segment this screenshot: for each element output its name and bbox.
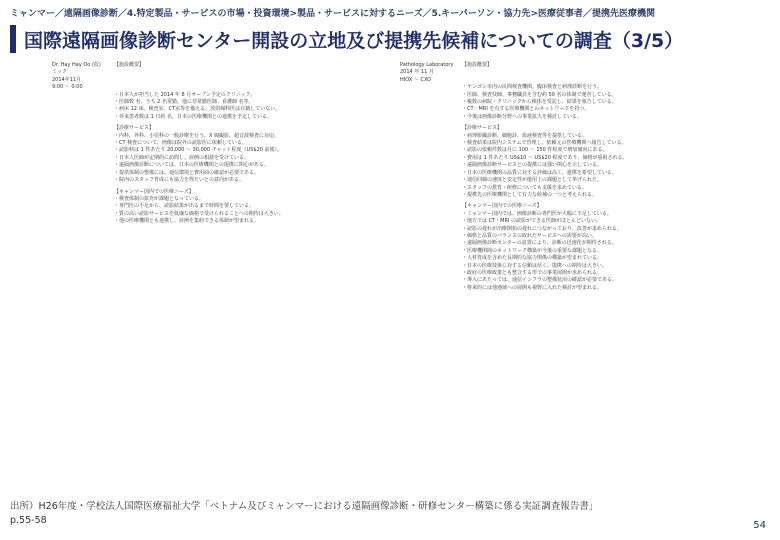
- service-line: ・病理組織診断、細胞診、血液検査等を提供している。: [462, 132, 588, 139]
- needs-line: ・導入にあたっては、通信インフラの整備状況の確認が必要である。: [462, 277, 618, 284]
- meta-date: 2014年11月: [52, 76, 82, 83]
- service-line: ・提供体制の整備には、通信環境と費用面の確認が必要である。: [114, 169, 260, 176]
- needs-line: ・価格と品質のバランスの取れたサービスへの需要が高い。: [462, 232, 597, 239]
- service-line: ・提携先の医療機関として有力な候補の一つと考えられる。: [462, 191, 598, 198]
- title-accent-bar: [10, 25, 16, 53]
- page-number: 54: [753, 520, 766, 531]
- basic-line: ・ヤンゴン市内の民間検査機関。臨床検査と病理診断を行う。: [462, 84, 602, 91]
- needs-line: ・専門医の不足から、読影結果が出るまで時間を要している。: [114, 203, 255, 210]
- meta-time: 9:00 ～ 0:00: [52, 84, 83, 91]
- left-column: [52, 62, 324, 226]
- needs-line: ・医療機関間のネットワーク構築が今後の重要な課題となる。: [462, 247, 603, 254]
- source-line-1: 出所）H26年度・学校法人国際医療福祉大学「ベトナム及びミャンマーにおける遠隔画像診断・研修センター構築に係る実証調査報告書」: [10, 501, 599, 512]
- basic-line: ・外来患者数は 1 日約 名。日本の医療機関との連携を予定している。: [114, 113, 272, 120]
- header-row: [52, 62, 324, 69]
- service-line: ・院内のスタッフ育成にも協力を得たいとの意向がある。: [114, 177, 245, 184]
- basic-line: ・CT・MRI を有する医療機関とのネットワークを持つ。: [462, 106, 590, 113]
- needs-line: ・遠隔画像診断センターの設置により、診断の迅速化が期待される。: [462, 240, 617, 247]
- needs-heading: 【キャンマー国内での医療ニーズ】: [462, 203, 542, 210]
- basic-line: ・医師数 名、うち 2 名常勤。他に非常勤医師、看護師 名等。: [114, 99, 254, 106]
- service-heading: 【診療サービス】: [462, 125, 503, 132]
- service-line: ・読影の依頼件数は月に 100 ～ 150 件程度で増加傾向にある。: [462, 147, 608, 154]
- page-title-area: [10, 24, 770, 54]
- basic-line: ・病床 12 床、検査室、CT室等を備える。放射線科医は在籍していない。: [114, 106, 281, 113]
- service-line: ・CT 検査について、画像は院外の読影医に依頼している。: [114, 140, 247, 147]
- service-line: ・日本人医師が定期的に訪問し、症例の相談を受けている。: [114, 154, 250, 161]
- basic-line: ・複数の病院・クリニックから検体を受託し、結果を報告している。: [462, 99, 617, 106]
- needs-line: ・人材育成を含めた長期的な協力関係の構築が望まれている。: [462, 255, 603, 262]
- meta-org: ミック: [52, 69, 67, 76]
- needs-line: ・地方では CT・MRI の読影ができる医師がほとんどいない。: [462, 218, 601, 225]
- service-line: ・日本の医療機関の品質に対する評価は高く、連携を希望している。: [462, 169, 617, 176]
- needs-line: ・ミャンマー国内では、画像診断の専門医が大幅に不足している。: [462, 210, 612, 217]
- source-citation: [10, 500, 598, 528]
- needs-line: ・質の高い読影サービスを低廉な価格で受けられることへの期待は大きい。: [114, 210, 284, 217]
- meta-org: 2014 年 11 月: [400, 69, 434, 76]
- service-line: ・検査結果は院内システムで管理し、依頼元の医療機関へ報告している。: [462, 140, 627, 147]
- service-heading: 【診療サービス】: [114, 125, 155, 132]
- breadcrumb: ミャンマー／遠隔画像診断／4.特定製品・サービスの市場・投資環境>製品・サービスに対するニーズ／5.キーパーソン・協力先>医療従事者／提携先医療機関: [10, 9, 656, 19]
- service-line: ・費用は 1 件あたり US$10 ～ US$20 程度であり、価格が重視される。: [462, 154, 628, 161]
- needs-line: ・日本の医療技術に対する信頼は厚く、提携への期待は大きい。: [462, 262, 607, 269]
- basic-line: ・医師、検査技師、事務職員を含む約 50 名の体制で運営している。: [462, 91, 617, 98]
- source-line-2: p.55-58: [10, 515, 47, 526]
- basic-line: ・今後は画像診断分野への事業拡大を検討している。: [462, 113, 583, 120]
- service-line: ・読影料は 1 件あたり 20,000 ～ 30,000 チャット程度（US$20 前後）。: [114, 147, 283, 154]
- needs-line: ・検査体制の拡充が課題となっている。: [114, 195, 205, 202]
- basic-line: ・日本人が担当した 2014 年 8 月オープン予定のクリニック。: [114, 91, 256, 98]
- basic-heading: 【施設概要】: [462, 62, 493, 68]
- meta-time: HIOX ～ CXO: [400, 76, 431, 83]
- service-line: ・通信回線の速度と安定性が運用上の課題として挙げられた。: [462, 177, 603, 184]
- header-row: [400, 62, 686, 69]
- service-line: ・遠隔画像診断については、日本の医療機関との提携に関心がある。: [114, 162, 269, 169]
- service-line: ・内科、外科、小児科の一般診療を行う。X 線撮影、超音波検査に対応。: [114, 132, 280, 139]
- service-line: ・遠隔画像診断サービスとの提携には強い関心を示している。: [462, 162, 603, 169]
- needs-heading: 【キャンマー国内での医療ニーズ】: [114, 188, 194, 195]
- needs-line: ・他の医療機関とも連携し、症例を集約できる体制が望まれる。: [114, 218, 260, 225]
- service-line: ・スタッフの教育・研修についても支援を求めている。: [462, 184, 587, 191]
- facility-name: Dr. Hay Hay Oo (仮): [52, 62, 101, 68]
- needs-line: ・政府の医療政策とも整合する形での事業展開が求められる。: [462, 269, 603, 276]
- needs-line: ・将来的には他地域への展開も視野に入れた検討が望まれる。: [462, 284, 603, 291]
- basic-heading: 【施設概要】: [114, 62, 145, 68]
- facility-name: Pathology Laboratory: [400, 62, 454, 68]
- needs-line: ・読影の遅れが治療開始の遅れにつながっており、改善が求められる。: [462, 225, 622, 232]
- right-column: [400, 62, 686, 292]
- page-title: 国際遠隔画像診断センター開設の立地及び提携先候補についての調査（3/5）: [24, 29, 684, 52]
